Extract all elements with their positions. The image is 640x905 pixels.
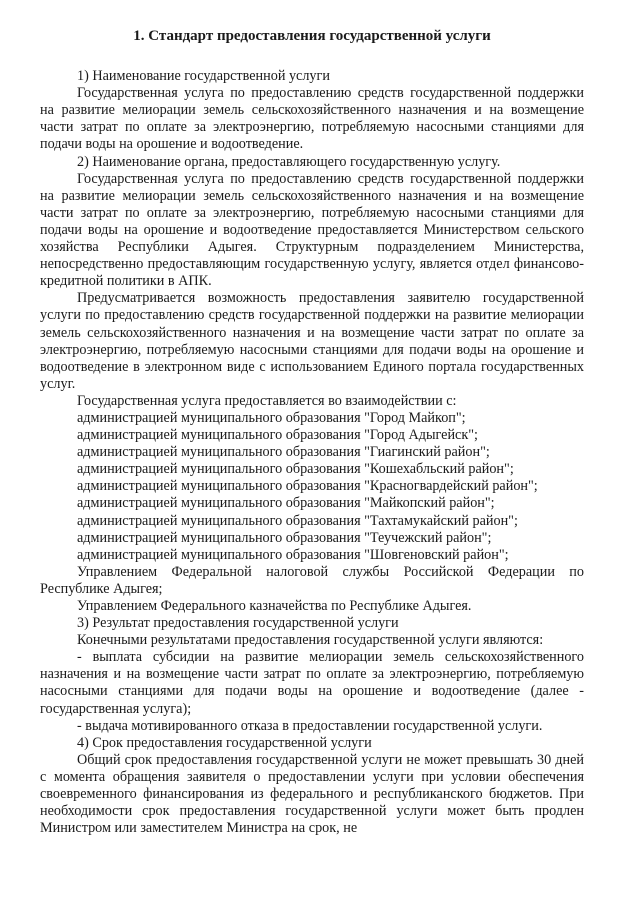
section-2-interaction-intro: Государственная услуга предоставляется во взаимодействии с: xyxy=(77,392,457,409)
administration-item: администрацией муниципального образования "Майкопский район"; xyxy=(77,495,495,512)
administration-item: администрацией муниципального образования "Теучежский район"; xyxy=(77,529,492,546)
administration-item: администрацией муниципального образования "Шовгеновский район"; xyxy=(77,546,509,563)
administration-item: администрацией муниципального образования "Город Адыгейск"; xyxy=(77,427,478,444)
section-2-electronic-text: Предусматривается возможность предоставления заявителю государственной услуги по предоставлению средств государственной поддержки на развитие мелиорации земель сельскохозяйственного назначения и на возмещение части затрат по оплате за электроэнергию, потребляемую насосными станциями для подачи воды на орошение и водоотведение в электронном виде с использованием Единого портала государственных услуг. xyxy=(40,290,584,392)
section-2-text: Государственная услуга по предоставлению средств государственной поддержки на развитие мелиорации земель сельскохозяйственного назначения и на возмещение части затрат по оплате за электроэнергию, потребляемую насосными станциями для подачи воды на орошение и водоотведение предоставляется Министерством сельского хозяйства Республики Адыгея. Структурным подразделением Министерства, непосредственно предоставляющим государственную услугу, является отдел финансово-кредитной политики в АПК. xyxy=(40,170,584,290)
section-3-result-item: - выплата субсидии на развитие мелиорации земель сельскохозяйственного назначения и на возмещение части затрат по оплате за электроэнергию, потребляемую насосными станциями для подачи воды на орошение и водоотведение (далее - государственная услуга); xyxy=(40,649,584,717)
treasury-item: Управлением Федерального казначейства по Республике Адыгея. xyxy=(77,598,472,614)
administration-item: администрацией муниципального образования "Красногвардейский район"; xyxy=(77,478,538,495)
section-3-title: 3) Результат предоставления государственной услуги xyxy=(77,615,399,632)
section-1-title: 1) Наименование государственной услуги xyxy=(77,68,330,85)
section-4-title: 4) Срок предоставления государственной услуги xyxy=(77,734,372,751)
administration-item: администрацией муниципального образования "Тахтамукайский район"; xyxy=(77,512,518,529)
administration-item: администрацией муниципального образования "Гиагинский район"; xyxy=(77,444,490,461)
section-3-intro: Конечными результатами предоставления государственной услуги являются: xyxy=(77,632,544,649)
section-1-text: Государственная услуга по предоставлению средств государственной поддержки на развитие мелиорации земель сельскохозяйственного назначения и на возмещение части затрат по оплате за электроэнергию, потребляемую насосными станциями для подачи воды на орошение и водоотведение. xyxy=(40,85,584,153)
tax-service-item: Управлением Федеральной налоговой службы Российской Федерации по Республике Адыгея; xyxy=(40,563,584,597)
document-heading: 1. Стандарт предоставления государственной услуги xyxy=(133,28,491,44)
section-4-text: Общий срок предоставления государственной услуги не может превышать 30 дней с момента обращения заявителя о предоставлении услуги при условии обеспечения своевременного финансирования из федерального и республиканского бюджетов. При необходимости срок предоставления государственной услуги может быть продлен Министром или заместителем Министра на срок, не xyxy=(40,751,584,837)
document-page xyxy=(40,28,584,837)
section-2-title: 2) Наименование органа, предоставляющего государственную услугу. xyxy=(77,153,501,170)
administration-item: администрацией муниципального образования "Город Майкоп"; xyxy=(77,409,466,426)
section-3-result-item: - выдача мотивированного отказа в предоставлении государственной услуги. xyxy=(77,717,543,734)
administration-item: администрацией муниципального образования "Кошехабльский район"; xyxy=(77,461,514,478)
